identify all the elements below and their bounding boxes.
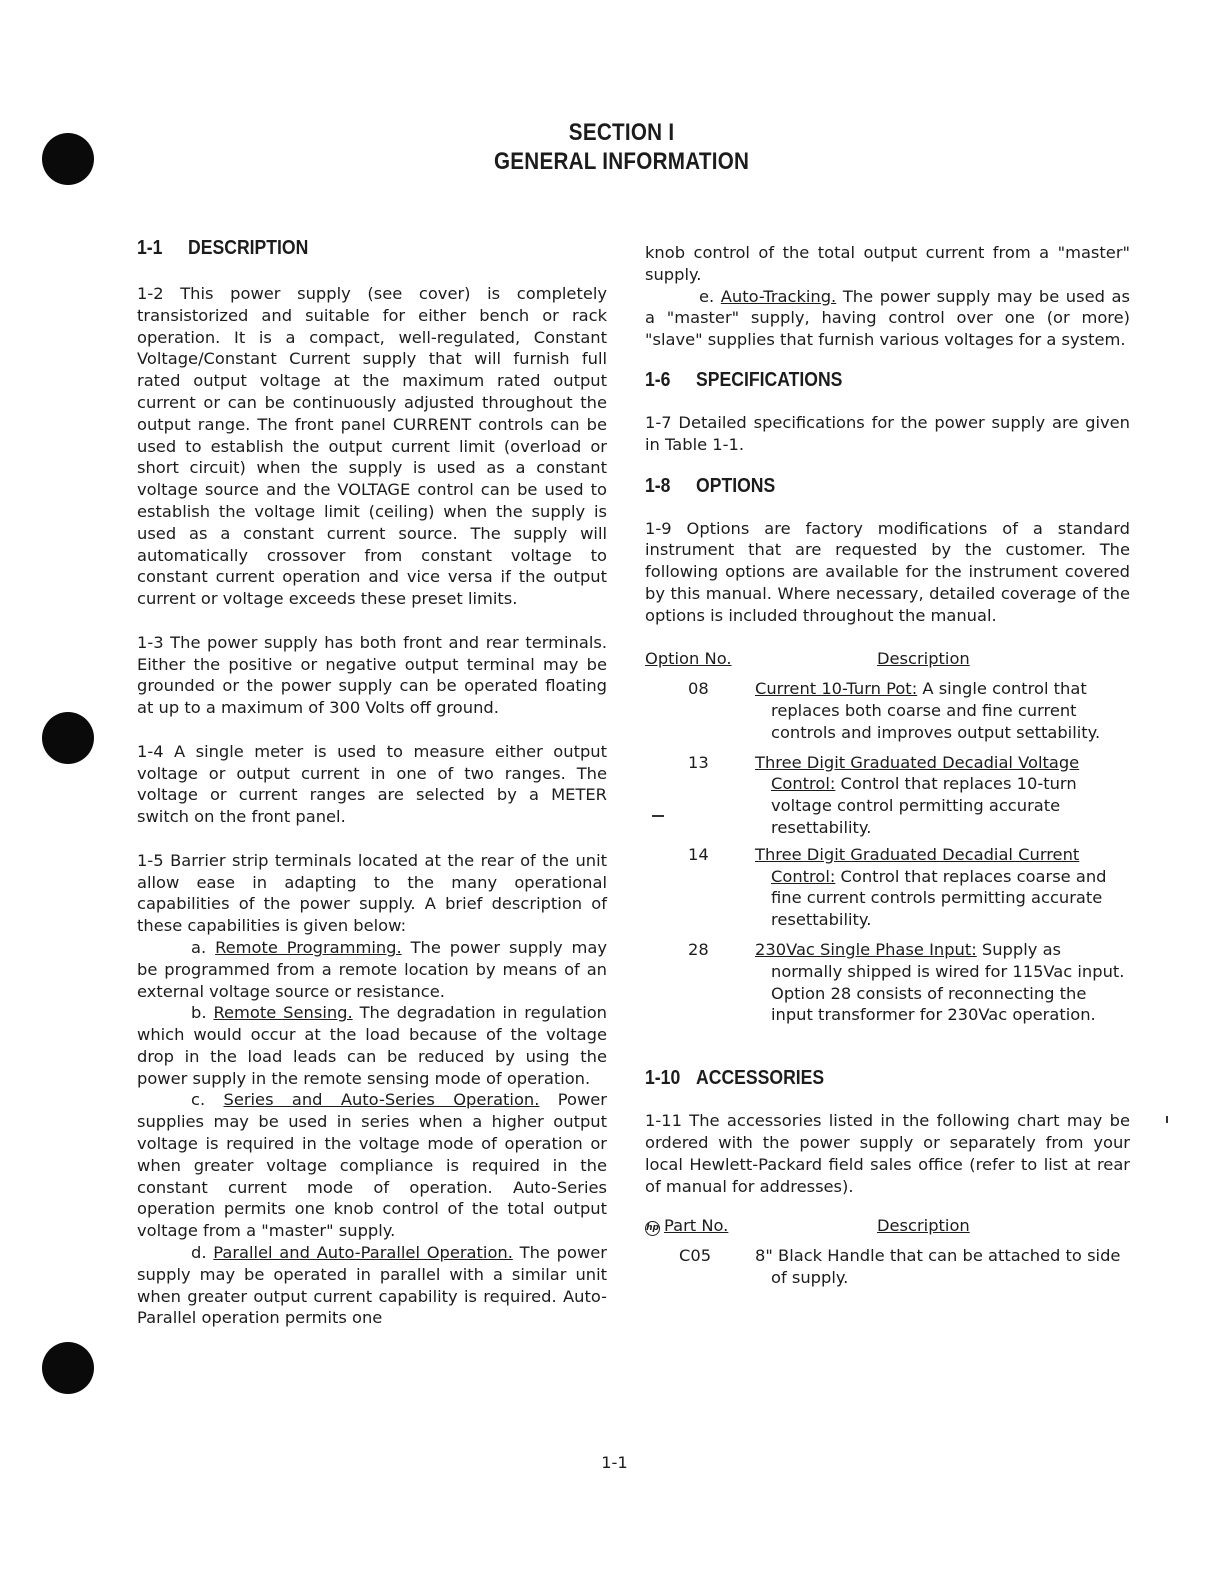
section-title [87, 118, 1144, 176]
paragraph-1-11: 1-11 The accessories listed in the following chart may be ordered with the power supply or separately from your local Hewlett-Packard field sales office (refer to list at rear of manual for addresses). [645, 1111, 1130, 1196]
option-row: 14 Three Digit Graduated Decadial Current Control: Control that replaces coarse and fine current controls permitting accurate resettability. [688, 844, 1107, 930]
options-table [645, 678, 1130, 1026]
hp-logo-icon: hp [645, 1221, 660, 1236]
paragraph-1-7: 1-7 Detailed specifications for the power supply are given in Table 1-1. [645, 412, 1130, 454]
capability-e: e. Auto-Tracking. The power supply may be used as a "master" supply, having control over one (or more) "slave" supplies that furnish various voltages for a system. [645, 286, 1130, 350]
heading-specifications: 1-6 SPECIFICATIONS [645, 368, 843, 391]
section-name: GENERAL INFORMATION [493, 148, 750, 175]
accessories-table-header [645, 1215, 1130, 1237]
section-number: SECTION I [568, 119, 675, 146]
accessory-description-header: Description [877, 1216, 970, 1236]
option-description-header: Description [877, 649, 970, 669]
left-column [137, 236, 607, 1329]
capability-a: a. Remote Programming. The power supply may be programmed from a remote location by means of an external voltage source or resistance. [137, 937, 607, 1001]
options-table-header [645, 648, 1130, 670]
paragraph-1-9: 1-9 Options are factory modifications of a standard instrument that are requested by the customer. The following options are available for the instrument covered by this manual. Where necessary, detailed coverage of the options is included throughout the manual. [645, 518, 1130, 625]
scan-speck [652, 815, 664, 817]
paragraph-1-3: 1-3 The power supply has both front and rear terminals. Either the positive or negative output terminal may be grounded or the power supply can be operated floating at up to a maximum of 300 Volts off ground. [137, 632, 607, 718]
option-row: 08 Current 10-Turn Pot: A single control that replaces both coarse and fine current controls and improves output settability. [688, 679, 1101, 742]
option-row: 13 Three Digit Graduated Decadial Voltage Control: Control that replaces 10-turn voltage control permitting accurate resettability. [688, 752, 1080, 837]
option-no-header: Option No. [645, 649, 732, 669]
option-row: 28 230Vac Single Phase Input: Supply as normally shipped is wired for 115Vac input. Option 28 consists of reconnecting the input transformer for 230Vac operation. [688, 939, 1125, 1025]
capability-d: d. Parallel and Auto-Parallel Operation. The power supply may be operated in parallel with a similar unit when greater output current capability is required. Auto-Parallel operation permits one [137, 1243, 607, 1328]
binder-hole-bottom [42, 1342, 94, 1394]
capability-b: b. Remote Sensing. The degradation in regulation which would occur at the load because of the voltage drop in the load leads can be reduced by using the power supply in the remote sensing mode of operation. [137, 1003, 607, 1088]
heading-accessories: 1-10 ACCESSORIES [645, 1067, 825, 1090]
binder-hole-middle [42, 712, 94, 764]
accessory-row: C05 8" Black Handle that can be attached to side of supply. [679, 1246, 1121, 1287]
page-number: 1-1 [601, 1453, 628, 1472]
paragraph-1-4: 1-4 A single meter is used to measure either output voltage or output current in one of two ranges. The voltage or current ranges are selected by a METER switch on the front panel. [137, 741, 607, 827]
paragraph-1-2: 1-2 This power supply (see cover) is completely transistorized and suitable for either bench or rack operation. It is a compact, well-regulated, Constant Voltage/Constant Current supply that will furnish full rated output voltage at the maximum rated output current or can be continuously adjusted throughout the output range. The front panel CURRENT controls can be used to establish the output current limit (overload or short circuit) when the supply is used as a constant voltage source and the VOLTAGE control can be used to establish the voltage limit (ceiling) when the supply is used as a constant current source. The supply will automatically crossover from constant voltage to constant current operation and vice versa if the output current or voltage exceeds these preset limits. [137, 284, 607, 609]
part-no-header: Part No. [664, 1216, 729, 1236]
paragraph-1-5: 1-5 Barrier strip terminals located at the rear of the unit allow ease in adapting to the many operational capabilities of the power supply. A brief description of these capabilities is given below: [137, 850, 607, 936]
capability-d-continued: knob control of the total output current from a "master" supply. [645, 243, 1130, 284]
heading-options: 1-8 OPTIONS [645, 474, 776, 497]
scan-speck [1166, 1116, 1168, 1123]
capability-c: c. Series and Auto-Series Operation. Power supplies may be used in series when a higher output voltage is required in the voltage mode of operation or when greater voltage compliance is required in the constant current mode of operation. Auto-Series operation permits one knob control of the total output voltage from a "master" supply. [137, 1090, 607, 1241]
heading-description: 1-1 DESCRIPTION [137, 237, 309, 259]
right-column [645, 242, 1130, 1289]
